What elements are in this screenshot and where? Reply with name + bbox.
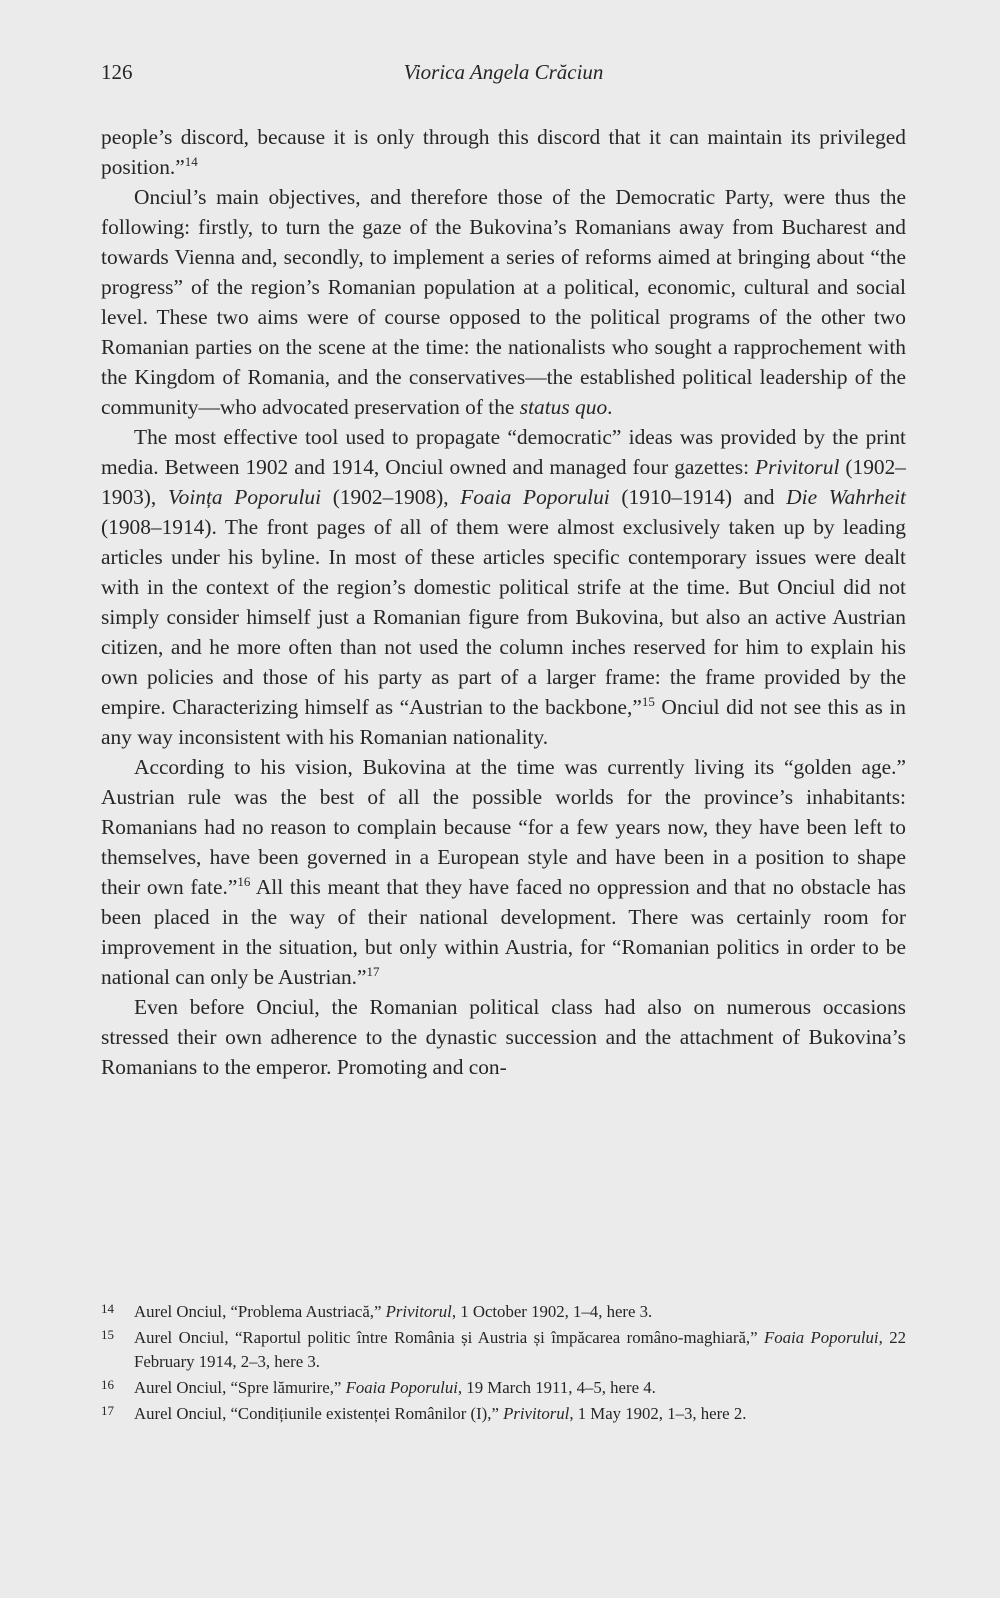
running-head: Viorica Angela Crăciun [403,60,604,84]
page-number: 126 [101,60,133,84]
footnote-ref: 16 [237,874,251,889]
italic-title: Foaia Poporului [764,1328,879,1347]
paragraph [101,122,906,182]
footnote-number: 16 [101,1377,114,1392]
text-run: (1910–1914) and [609,485,787,509]
text-run: (1902–1908), [321,485,461,509]
italic-title: Privitorul [385,1302,452,1321]
italic-title: Foaia Poporului [460,485,610,509]
footnote [101,1326,906,1374]
text-run: Onciul did not see this as in any way inconsistent with his Romanian nationality. [101,695,906,749]
italic-title: status quo [519,395,608,419]
text-run: Onciul’s main objectives, and therefore those of the Democratic Party, were thus the following: firstly, to turn the gaze of the Bukovina’s Romanians away from Bucharest and towards Vienna and, secondly, to implement a series of reforms aimed at bringing about “the progress” of the region’s Romanian population at a political, economic, cultural and social level. These two aims were of course opposed to the political programs of the other two Romanian parties on the scene at the time: the nationalists who sought a rapprochement with the Kingdom of Romania, and the conservatives—the established political leadership of the community—who advocated preservation of the [101,185,906,419]
footnote-number: 14 [101,1301,114,1316]
italic-title: Voința Poporului [167,485,322,509]
italic-title: Die Wahrheit [786,485,906,509]
italic-title: Privitorul [755,455,840,479]
body-text [101,122,906,1082]
italic-title: Foaia Poporului [345,1378,458,1397]
text-run: , 1 May 1902, 1–3, here 2. [569,1404,747,1423]
footnote-ref: 14 [184,154,198,169]
text-run: Aurel Onciul, “Spre lămurire,” [134,1378,346,1397]
text-run: All this meant that they have faced no oppression and that no obstacle has been placed in the way of their national development. There was certainly room for improvement in the situation, but only within Austria, for “Romanian politics in order to be national can only be Austrian.” [101,875,906,989]
text-run: . [607,395,613,419]
footnote [101,1300,906,1324]
text-run: , 1 October 1902, 1–4, here 3. [451,1302,653,1321]
text-run: Aurel Onciul, “Condițiunile existenței Românilor (I),” [134,1404,504,1423]
paragraph [101,992,906,1082]
text-run: , 22 February 1914, 2–3, here 3. [134,1328,907,1371]
text-run: Aurel Onciul, “Raportul politic între România și Austria și împăcarea româno-maghiară,” [134,1328,764,1347]
text-run: The most effective tool used to propagate “democratic” ideas was provided by the print media. Between 1902 and 1914, Onciul owned and managed four gazettes: [101,425,906,479]
paragraph [101,752,906,992]
text-run: (1908–1914). The front pages of all of them were almost exclusively taken up by leading articles under his byline. In most of these articles specific contemporary issues were dealt with in the context of the region’s domestic political strife at the time. But Onciul did not simply consider himself just a Romanian figure from Bukovina, but also an active Austrian citizen, and he more often than not used the column inches reserved for him to explain his own policies and those of his party as part of a larger frame: the frame provided by the empire. Characterizing himself as “Austrian to the backbone,” [101,515,906,719]
footnote [101,1402,906,1426]
page-header [101,60,906,90]
footnotes [101,1300,906,1428]
text-run: According to his vision, Bukovina at the time was currently living its “golden age.” Austrian rule was the best of all the possible worlds for the province’s inhabitants: Romanians had no reason to complain because “for a few years now, they have been left to themselves, have been governed in a European style and have been in a position to shape their own fate.” [101,755,906,899]
text-run: people’s discord, because it is only through this discord that it can maintain its privileged position.” [101,125,906,179]
paragraph [101,182,906,422]
italic-title: Privitorul [503,1404,570,1423]
text-run: Aurel Onciul, “Problema Austriacă,” [134,1302,386,1321]
text-run: (1902–1903), [101,455,906,509]
footnote-ref: 15 [641,694,655,709]
text-run: , 19 March 1911, 4–5, here 4. [457,1378,656,1397]
paragraph [101,422,906,752]
text-run: Even before Onciul, the Romanian political class had also on numerous occasions stressed their own adherence to the dynastic succession and the attachment of Bukovina’s Romanians to the emperor. Promoting and con- [101,995,906,1079]
footnote-number: 15 [101,1327,114,1342]
footnote-ref: 17 [366,964,380,979]
footnote [101,1376,906,1400]
footnote-number: 17 [101,1403,114,1418]
